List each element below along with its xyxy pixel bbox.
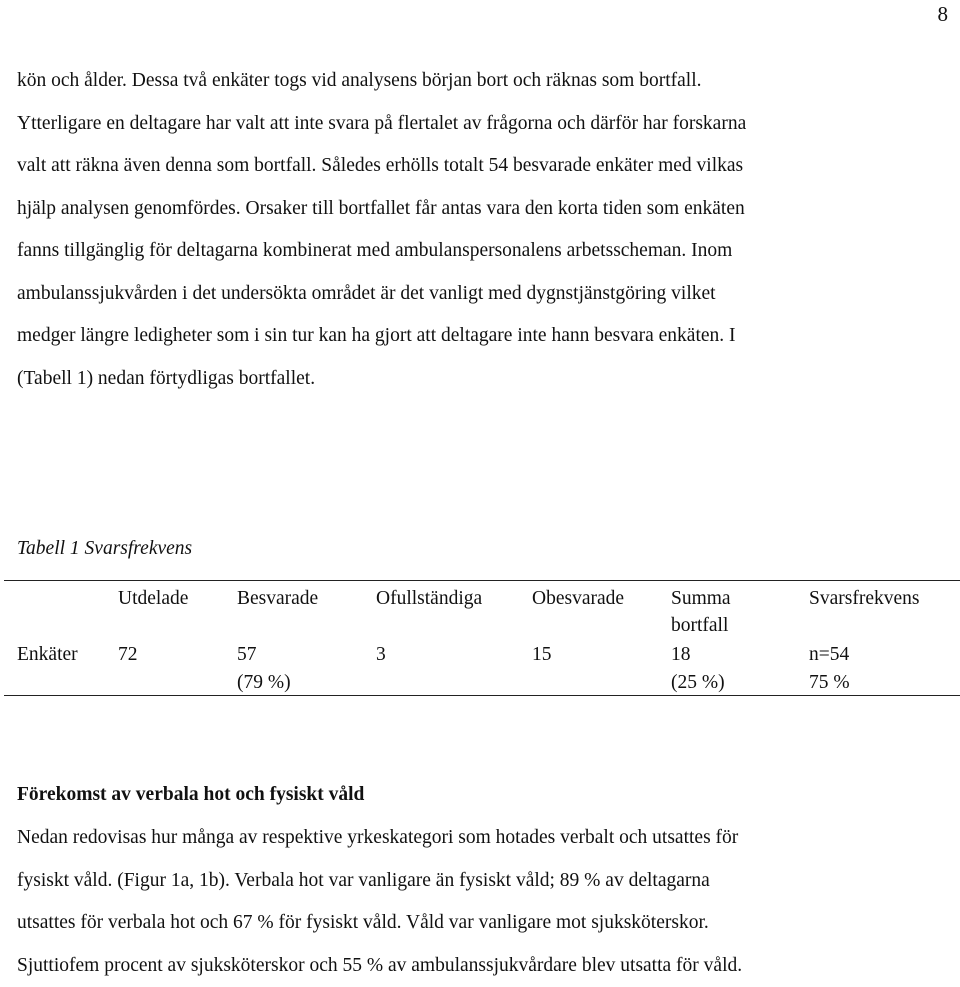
intro-line: Ytterligare en deltagare har valt att inte svara på flertalet av frågorna och därför har forskarna	[17, 103, 947, 146]
row-label-enkater: Enkäter	[17, 641, 78, 669]
intro-line: kön och ålder. Dessa två enkäter togs vid analysens början bort och räknas som bortfall.	[17, 60, 947, 103]
cell-utdelade: 72	[118, 641, 138, 669]
findings-line: fysiskt våld. (Figur 1a, 1b). Verbala hot var vanligare än fysiskt våld; 89 % av deltagarna	[17, 860, 947, 903]
table-top-rule	[4, 580, 960, 581]
section-heading: Förekomst av verbala hot och fysiskt våld	[17, 784, 364, 806]
findings-paragraph	[17, 817, 947, 987]
cell-svarsfrekvens-n: n=54	[809, 641, 849, 669]
cell-svarsfrekvens-pct: 75 %	[809, 669, 850, 697]
header-ofullstandiga: Ofullständiga	[376, 585, 482, 613]
intro-line: fanns tillgänglig för deltagarna kombinerat med ambulanspersonalens arbetsscheman. Inom	[17, 230, 947, 273]
header-summa: Summa	[671, 585, 731, 613]
intro-paragraph	[17, 60, 947, 400]
page-number: 8	[938, 2, 949, 27]
cell-besvarade: 57	[237, 641, 257, 669]
header-obesvarade: Obesvarade	[532, 585, 624, 613]
table-bottom-rule	[4, 695, 960, 696]
findings-line: Sjuttiofem procent av sjuksköterskor och 55 % av ambulanssjukvårdare blev utsatta för våld.	[17, 945, 947, 987]
intro-line: hjälp analysen genomfördes. Orsaker till bortfallet får antas vara den korta tiden som enkäten	[17, 188, 947, 231]
table-caption: Tabell 1 Svarsfrekvens	[17, 538, 192, 560]
intro-line: (Tabell 1) nedan förtydligas bortfallet.	[17, 358, 947, 401]
cell-ofullstandiga: 3	[376, 641, 386, 669]
cell-besvarade-pct: (79 %)	[237, 669, 291, 697]
intro-line: ambulanssjukvården i det undersökta området är det vanligt med dygnstjänstgöring vilket	[17, 273, 947, 316]
cell-obesvarade: 15	[532, 641, 552, 669]
header-bortfall: bortfall	[671, 612, 728, 640]
findings-line: Nedan redovisas hur många av respektive yrkeskategori som hotades verbalt och utsattes för	[17, 817, 947, 860]
intro-line: valt att räkna även denna som bortfall. Således erhölls totalt 54 besvarade enkäter med vilkas	[17, 145, 947, 188]
cell-summa: 18	[671, 641, 691, 669]
intro-line: medger längre ledigheter som i sin tur kan ha gjort att deltagare inte hann besvara enkäten. I	[17, 315, 947, 358]
header-svarsfrekvens: Svarsfrekvens	[809, 585, 919, 613]
findings-line: utsattes för verbala hot och 67 % för fysiskt våld. Våld var vanligare mot sjuksköterskor.	[17, 902, 947, 945]
header-utdelade: Utdelade	[118, 585, 188, 613]
cell-summa-pct: (25 %)	[671, 669, 725, 697]
header-besvarade: Besvarade	[237, 585, 318, 613]
